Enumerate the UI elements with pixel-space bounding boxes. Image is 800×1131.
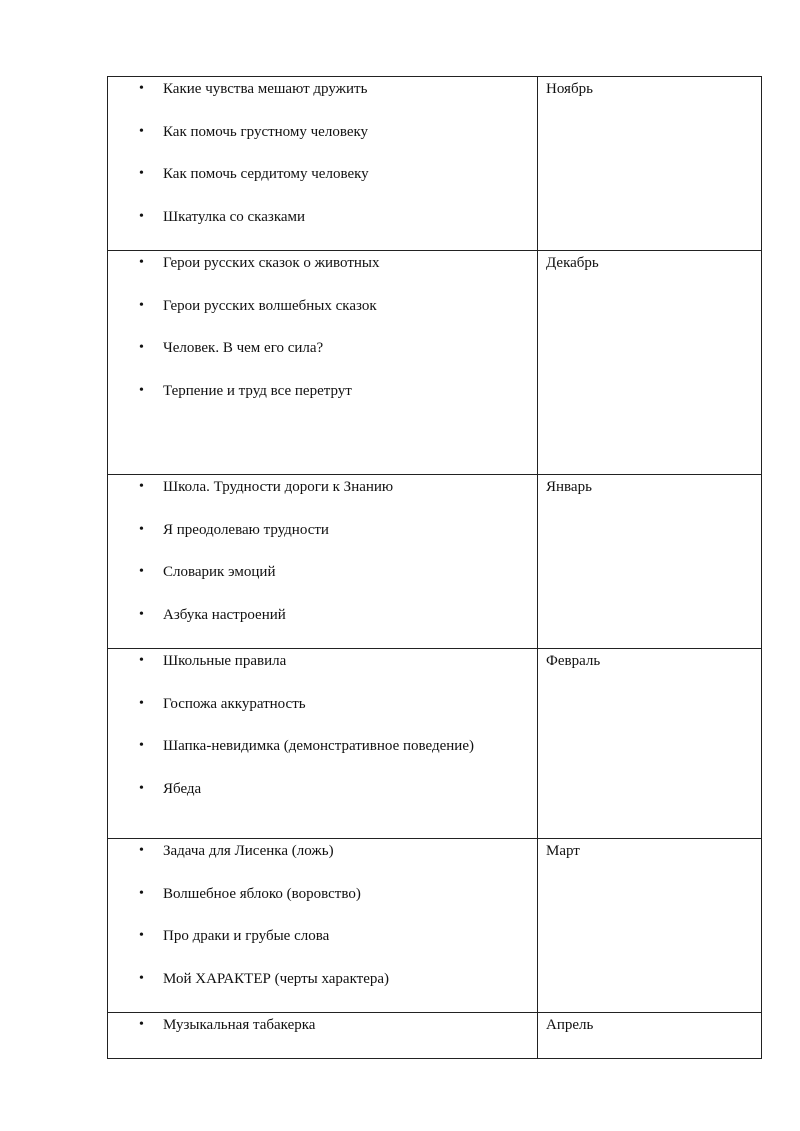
topic-list bbox=[108, 251, 537, 418]
topic-item bbox=[108, 734, 537, 773]
bullet-icon: • bbox=[139, 653, 144, 668]
topic-list bbox=[108, 839, 537, 1006]
bullet-icon: • bbox=[139, 297, 144, 313]
bullet-icon: • bbox=[139, 81, 144, 96]
table-row bbox=[108, 1013, 762, 1059]
lesson-plan-table bbox=[107, 76, 762, 1059]
bullet-icon: • bbox=[139, 123, 144, 139]
topic-item bbox=[108, 120, 537, 159]
topic-item bbox=[108, 518, 537, 557]
topic-text: Герои русских сказок о животных bbox=[163, 255, 380, 271]
bullet-icon: • bbox=[139, 166, 144, 181]
topic-item bbox=[108, 162, 537, 201]
bullet-icon: • bbox=[139, 255, 144, 270]
topic-text: Про драки и грубые слова bbox=[163, 928, 330, 944]
topic-text: Волшебное яблоко (воровство) bbox=[163, 885, 361, 902]
month-cell: Февраль bbox=[538, 649, 762, 839]
table-row bbox=[108, 251, 762, 475]
topic-text: Как помочь грустному человеку bbox=[163, 123, 369, 140]
topic-text: Как помочь сердитому человеку bbox=[163, 166, 369, 182]
topic-item bbox=[108, 379, 537, 418]
topic-text: Музыкальная табакерка bbox=[163, 1017, 316, 1033]
topic-item bbox=[108, 649, 537, 688]
topic-text: Какие чувства мешают дружить bbox=[163, 81, 368, 97]
topic-item bbox=[108, 294, 537, 333]
topics-cell bbox=[108, 475, 538, 649]
bullet-icon: • bbox=[139, 738, 144, 753]
topic-text: Госпожа аккуратность bbox=[163, 695, 306, 712]
topic-list bbox=[108, 475, 537, 642]
topic-item bbox=[108, 1013, 537, 1052]
table-row bbox=[108, 839, 762, 1013]
topic-item bbox=[108, 777, 537, 816]
topic-list bbox=[108, 649, 537, 816]
bullet-icon: • bbox=[139, 382, 144, 398]
table-row bbox=[108, 475, 762, 649]
month-cell: Март bbox=[538, 839, 762, 1013]
bullet-icon: • bbox=[139, 970, 144, 986]
topics-cell bbox=[108, 251, 538, 475]
bullet-icon: • bbox=[139, 564, 144, 579]
topic-item bbox=[108, 77, 537, 116]
topic-item bbox=[108, 839, 537, 878]
topic-text: Человек. В чем его сила? bbox=[163, 340, 324, 356]
month-cell: Апрель bbox=[538, 1013, 762, 1059]
bullet-icon: • bbox=[139, 521, 144, 537]
topic-item bbox=[108, 475, 537, 514]
month-cell: Декабрь bbox=[538, 251, 762, 475]
month-cell: Ноябрь bbox=[538, 77, 762, 251]
topic-item bbox=[108, 603, 537, 642]
bullet-icon: • bbox=[139, 885, 144, 901]
topic-item bbox=[108, 336, 537, 375]
table-row bbox=[108, 77, 762, 251]
topics-cell bbox=[108, 839, 538, 1013]
topic-text: Терпение и труд все перетрут bbox=[163, 382, 352, 399]
topic-item bbox=[108, 882, 537, 921]
topic-text: Словарик эмоций bbox=[163, 564, 276, 580]
topic-item bbox=[108, 692, 537, 731]
topic-item bbox=[108, 560, 537, 599]
topic-text: Я преодолеваю трудности bbox=[163, 521, 329, 538]
bullet-icon: • bbox=[139, 780, 144, 796]
bullet-icon: • bbox=[139, 340, 144, 355]
bullet-icon: • bbox=[139, 208, 144, 224]
topic-text: Задача для Лисенка (ложь) bbox=[163, 843, 334, 859]
topic-item bbox=[108, 205, 537, 244]
bullet-icon: • bbox=[139, 1017, 144, 1032]
topics-cell bbox=[108, 649, 538, 839]
topic-text: Школьные правила bbox=[163, 653, 287, 669]
bullet-icon: • bbox=[139, 843, 144, 858]
topic-list bbox=[108, 1013, 537, 1052]
topic-list bbox=[108, 77, 537, 244]
topic-item bbox=[108, 967, 537, 1006]
month-cell: Январь bbox=[538, 475, 762, 649]
topic-text: Шкатулка со сказками bbox=[163, 208, 306, 225]
topic-text: Школа. Трудности дороги к Знанию bbox=[163, 479, 394, 495]
table-row bbox=[108, 649, 762, 839]
topic-text: Шапка-невидимка (демонстративное поведение) bbox=[163, 738, 474, 754]
bullet-icon: • bbox=[139, 479, 144, 494]
bullet-icon: • bbox=[139, 695, 144, 711]
bullet-icon: • bbox=[139, 928, 144, 943]
topic-text: Азбука настроений bbox=[163, 606, 286, 623]
topic-text: Герои русских волшебных сказок bbox=[163, 297, 377, 314]
topic-item bbox=[108, 924, 537, 963]
topic-text: Ябеда bbox=[163, 780, 202, 797]
topics-cell bbox=[108, 1013, 538, 1059]
topic-text: Мой ХАРАКТЕР (черты характера) bbox=[163, 970, 390, 987]
bullet-icon: • bbox=[139, 606, 144, 622]
topics-cell bbox=[108, 77, 538, 251]
topic-item bbox=[108, 251, 537, 290]
